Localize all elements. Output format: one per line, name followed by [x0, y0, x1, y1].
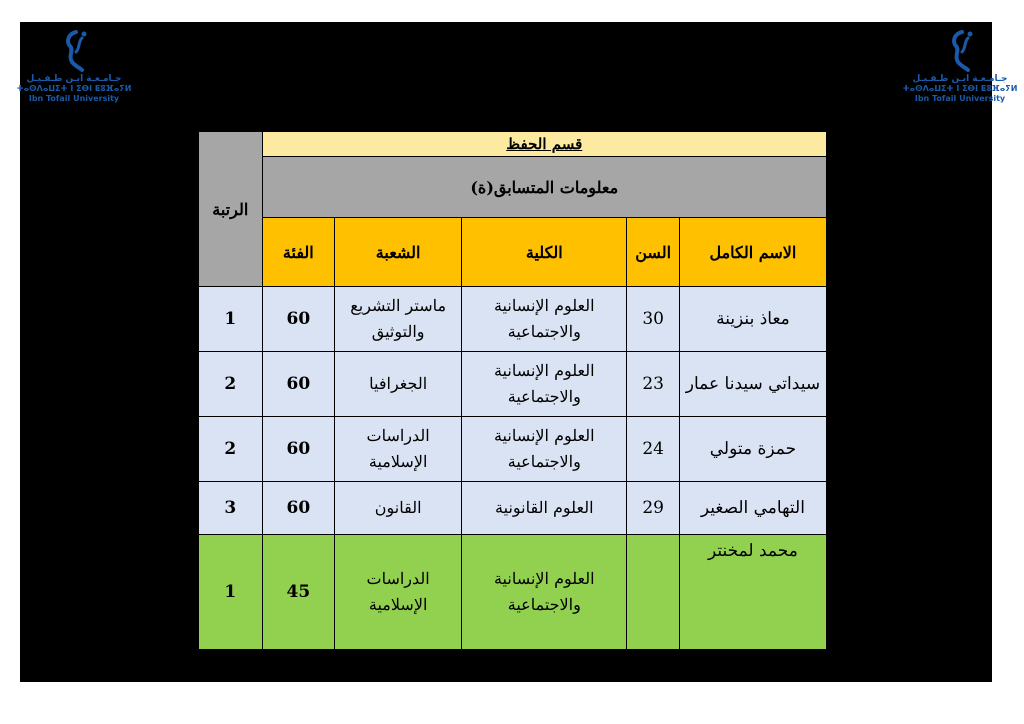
- table-row: [199, 482, 827, 535]
- ibn-tofail-logo-icon: [54, 28, 94, 74]
- logo-tifinagh-text: ⵜⴰⵙⴷⴰⵡⵉⵜ ⵏ ⵉⴱⵏ ⵟⵓⴼⴰⵢⵍ: [16, 84, 132, 93]
- cell-name: التهامي الصغير: [679, 482, 826, 535]
- cell-rank: 1: [199, 535, 263, 650]
- results-table: [198, 131, 827, 650]
- header-full-name: الاسم الكامل: [679, 218, 826, 287]
- cell-rank: 3: [199, 482, 263, 535]
- logo-english-text: Ibn Tofail University: [28, 94, 120, 103]
- header-college: الكلية: [462, 218, 627, 287]
- contestant-info-title: معلومات المتسابق(ة): [262, 157, 826, 218]
- table-row: [199, 352, 827, 417]
- cell-rank: 2: [199, 352, 263, 417]
- cell-age: 29: [627, 482, 679, 535]
- header-age: السن: [627, 218, 679, 287]
- cell-branch: الدراسات الإسلامية: [335, 417, 462, 482]
- university-logo-right: [900, 28, 1020, 104]
- cell-name: حمزة متولي: [679, 417, 826, 482]
- department-title: قسم الحفظ: [262, 132, 826, 157]
- cell-branch: الدراسات الإسلامية: [335, 535, 462, 650]
- cell-rank: 2: [199, 417, 263, 482]
- cell-college: العلوم الإنسانية والاجتماعية: [462, 417, 627, 482]
- rank-header: الرتبة: [199, 132, 263, 287]
- logo-tifinagh-text: ⵜⴰⵙⴷⴰⵡⵉⵜ ⵏ ⵉⴱⵏ ⵟⵓⴼⴰⵢⵍ: [902, 84, 1018, 93]
- cell-category: 60: [262, 352, 335, 417]
- header-category: الفئة: [262, 218, 335, 287]
- cell-college: العلوم الإنسانية والاجتماعية: [462, 287, 627, 352]
- table-row-highlighted: [199, 535, 827, 650]
- cell-rank: 1: [199, 287, 263, 352]
- cell-college: العلوم الإنسانية والاجتماعية: [462, 352, 627, 417]
- cell-branch: الجغرافيا: [335, 352, 462, 417]
- logo-english-text: Ibn Tofail University: [914, 94, 1006, 103]
- table-row: [199, 417, 827, 482]
- ibn-tofail-logo-icon: [940, 28, 980, 74]
- cell-name: سيداتي سيدنا عمار: [679, 352, 826, 417]
- cell-age: 30: [627, 287, 679, 352]
- cell-name: معاذ بنزينة: [679, 287, 826, 352]
- cell-category: 60: [262, 287, 335, 352]
- cell-college: العلوم الإنسانية والاجتماعية: [462, 535, 627, 650]
- cell-age: [627, 535, 679, 650]
- cell-branch: القانون: [335, 482, 462, 535]
- cell-age: 23: [627, 352, 679, 417]
- cell-branch: ماستر التشريع والتوثيق: [335, 287, 462, 352]
- cell-category: 60: [262, 417, 335, 482]
- cell-category: 60: [262, 482, 335, 535]
- cell-name: محمد لمخنتر: [679, 535, 826, 650]
- cell-age: 24: [627, 417, 679, 482]
- cell-category: 45: [262, 535, 335, 650]
- cell-college: العلوم القانونية: [462, 482, 627, 535]
- logo-arabic-text: جـامـعـة ابـن طـفـيـل: [26, 74, 122, 84]
- university-logo-left: [14, 28, 134, 104]
- logo-arabic-text: جـامـعـة ابـن طـفـيـل: [912, 74, 1008, 84]
- header-branch: الشعبة: [335, 218, 462, 287]
- table-row: [199, 287, 827, 352]
